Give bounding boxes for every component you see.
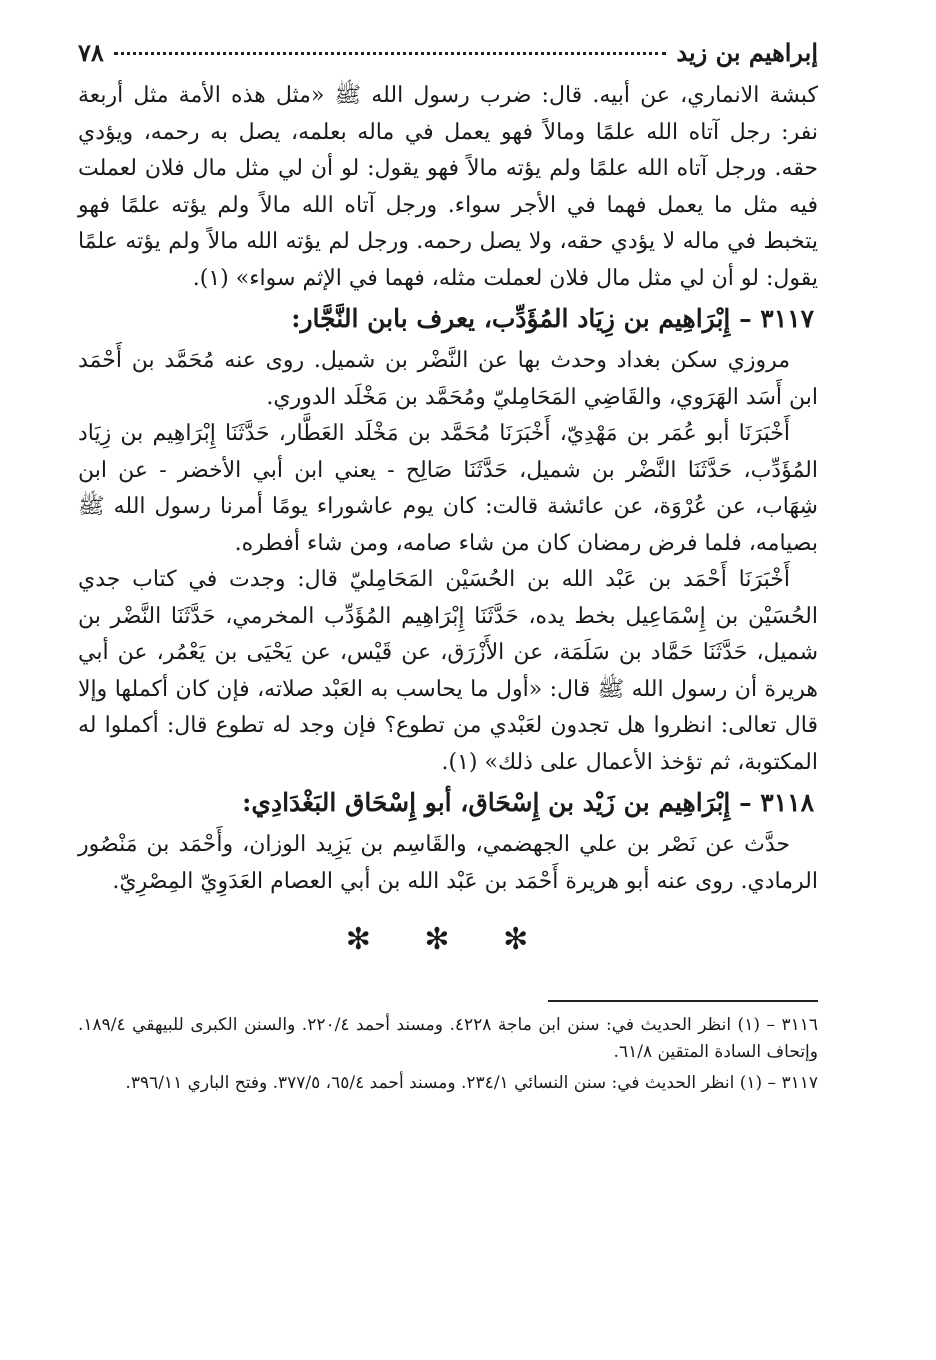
page-number: ٧٨ <box>78 38 104 67</box>
entry-3118-bio: حدَّث عن نَصْر بن علي الجهضمي، والقَاسِم بن يَزِيد الوزان، وأَحْمَد بن مَنْصُور الرمادي. روى عنه أبو هريرة أَحْمَد بن عَبْد الله بن أبي العصام العَدَوِيّ المِصْرِيّ. <box>78 832 818 894</box>
footnote-3117: ٣١١٧ – (١) انظر الحديث في: سنن النسائي ٢٣٤/١. ومسند أحمد ٦٥/٤، ٣٧٧/٥. وفتح الباري ٣٩٦/١١. <box>125 1073 818 1093</box>
entry-3117-bio: مروزي سكن بغداد وحدث بها عن النَّضْر بن شميل. روى عنه مُحَمَّد بن أَحْمَد ابن أَسَد الهَرَوي، والقَاضِي المَحَامِليّ ومُحَمَّد بن مَخْلَد الدوري. <box>78 348 818 410</box>
dotted-leader <box>114 52 667 55</box>
section-separator-stars: ✻ ✻ ✻ <box>345 922 551 957</box>
footnote-rule <box>548 1000 818 1002</box>
entry-3118-heading: ٣١١٨ – إِبْرَاهِيم بن زَيْد بن إِسْحَاق، أبو إِسْحَاق البَغْدَادِي: <box>242 788 814 817</box>
book-page <box>78 38 818 1338</box>
entry-3117-heading: ٣١١٧ – إِبْرَاهِيم بن زِيَاد المُؤَدِّب، يعرف بابن النَّجَّار: <box>291 304 814 333</box>
paragraph-continuation: كبشة الانماري، عن أبيه. قال: ضرب رسول الله ﷺ «مثل هذه الأمة مثل أربعة نفر: رجل آتاه الله علمًا ومالاً فهو يعمل في ماله بعلمه، يصل به رحمه، ويؤدي حقه. ورجل آتاه الله علمًا ولم يؤته مالاً فهو يقول: لو أن لي مثل مال فلان لعملت فيه مثل ما يعمل فهما في الأجر سواء. ورجل آتاه الله مالاً ولم يؤته علمًا فهو يتخبط في ماله لا يؤدي حقه، ولا يصل رحمه. ورجل لم يؤته الله مالاً ولم يؤته علمًا يقول: لو أن لي مثل مال فلان لعملت مثله، فهما في الإثم سواء» (١). <box>78 83 818 291</box>
running-title: إبراهيم بن زيد <box>676 38 818 67</box>
entry-3117-hadith-1: أَخْبَرَنَا أبو عُمَر بن مَهْدِيّ، أَخْبَرَنَا مُحَمَّد بن مَخْلَد العَطَّار، حَدَّثَنَا إِبْرَاهِيم بن زِيَاد المُؤَدِّب، حَدَّثَنَا النَّضْر بن شميل، حَدَّثَنَا صَالِح - يعني ابن أبي الأخضر - عن ابن شِهَاب، عن عُرْوَة، عن عائشة قالت: كان يوم عاشوراء يومًا أمرنا رسول الله ﷺ بصيامه، فلما فرض رمضان كان من شاء صامه، ومن شاء أفطره. <box>78 421 818 556</box>
footnote-3116: ٣١١٦ – (١) انظر الحديث في: سنن ابن ماجة ٤٢٢٨. ومسند أحمد ٢٢٠/٤. والسنن الكبرى للبيهقي ١٨٩/٤. وإتحاف السادة المتقين ٦١/٨. <box>78 1015 818 1062</box>
footnotes <box>78 1012 818 1097</box>
entry-3117-hadith-2: أَخْبَرَنَا أَحْمَد بن عَبْد الله بن الحُسَيْن المَحَامِليّ قال: وجدت في كتاب جدي الحُسَيْن بن إِسْمَاعِيل بخط يده، حَدَّثَنَا إِبْرَاهِيم المُؤَدِّب المخرمي، حَدَّثَنَا النَّضْر بن شميل، حَدَّثَنَا حَمَّاد بن سَلَمَة، عن الأَزْرَق، عن قَيْس، عن يَحْيَى بن يَعْمُر، عن أبي هريرة أن رسول الله ﷺ قال: «أول ما يحاسب به العَبْد صلاته، فإن كان أكملها وإلا قال تعالى: انظروا هل تجدون لعَبْدي من تطوع؟ فإن وجد له تطوع قال: أكملوا له المكتوبة، ثم تؤخذ الأعمال على ذلك» (١). <box>78 567 818 775</box>
page-header <box>78 38 818 78</box>
